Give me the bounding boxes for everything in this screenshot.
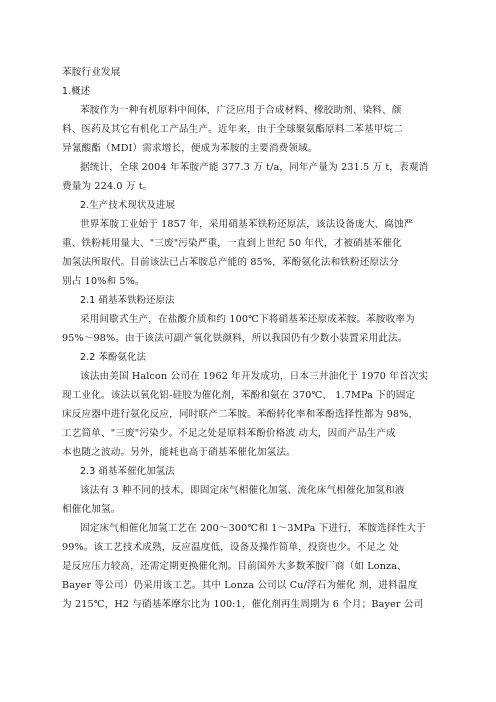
section-1-para-1-line-2: 料、医药及其它有机化工产品生产。近年来，由于全球聚氨酯原料二苯基甲烷二 xyxy=(62,124,404,135)
section-1-para-1-line-3: 异氰酸酯（MDI）需求增长，便成为苯胺的主要消费领域。 xyxy=(62,143,318,154)
subsection-2-2-line-3: 床反应器中进行氨化反应，同时联产二苯胺。苯酚转化率和苯酚选择性都为 98%， xyxy=(62,409,419,420)
section-1-heading: 1.概述 xyxy=(62,86,91,97)
section-2-para-1-line-4: 别占 10%和 5%。 xyxy=(62,276,145,287)
subsection-2-2-heading: 2.2 苯酚氨化法 xyxy=(80,352,147,363)
section-1-para-1-line-1: 苯胺作为一种有机原料中间体，广泛应用于合成材料、橡胶助剂、染料、颜 xyxy=(80,105,402,116)
subsection-2-3-heading: 2.3 硝基苯催化加氢法 xyxy=(80,466,175,477)
document-title: 苯胺行业发展 xyxy=(62,67,121,78)
subsection-2-1-line-2: 95%～98%。由于该法可副产氧化铁颜料，所以我国仍有少数小装置采用此法。 xyxy=(62,333,408,344)
section-2-para-1-line-1: 世界苯胺工业始于 1857 年，采用硝基苯铁粉还原法，该法设备庞大、腐蚀严 xyxy=(80,219,414,230)
subsection-2-2-line-5: 本也随之波动。另外，能耗也高于硝基苯催化加氢法。 xyxy=(62,447,296,458)
section-2-para-1-line-3: 加氢法所取代。目前该法已占苯胺总产能的 85%，苯酚氨化法和铁粉还原法分 xyxy=(62,257,399,268)
subsection-2-3-para-2-line-3: 是反应压力较高，还需定期更换催化剂。目前国外大多数苯胺厂商（如 Lonza、 xyxy=(62,561,407,572)
section-1-para-2-line-2: 费量为 224.0 万 t。 xyxy=(62,181,153,192)
subsection-2-3-para-2-line-4: Bayer 等公司）仍采用该工艺。其中 Lonza 公司以 Cu/浮石为催化 剂，进料温度 xyxy=(62,580,418,591)
subsection-2-1-line-1: 采用间歇式生产，在盐酸介质和约 100℃下将硝基苯还原成苯胺。苯胺收率为 xyxy=(80,314,415,325)
section-1-para-2-line-1: 据统计，全球 2004 年苯胺产能 377.3 万 t/a，同年产量为 231.5 万 t，表观消 xyxy=(80,162,429,173)
subsection-2-2-line-2: 现工业化。该法以氧化铝-硅胶为催化剂，苯酚和氨在 370℃、 1.7MPa 下的固定 xyxy=(62,390,416,401)
section-2-heading: 2.生产技术现状及进展 xyxy=(80,200,175,211)
subsection-2-2-line-4: 工艺简单、"三废"污染少。不足之处是原料苯酚价格波 动大，因而产品生产成 xyxy=(62,428,396,439)
subsection-2-3-para-1-line-1: 该法有 3 种不同的技术，即固定床气相催化加氢、流化床气相催化加氢和液 xyxy=(80,485,405,496)
section-2-para-1-line-2: 重、铁粉耗用量大、"三废"污染严重，一直到上世纪 50 年代，才被硝基苯催化 xyxy=(62,238,402,249)
subsection-2-3-para-2-line-5: 为 215℃，H2 与硝基苯摩尔比为 100:1，催化剂再生周期为 6 个月；Bayer 公司 xyxy=(62,599,424,610)
subsection-2-3-para-2-line-1: 固定床气相催化加氢工艺在 200～300℃和 1～3MPa 下进行，苯胺选择性大于 xyxy=(80,523,426,534)
subsection-2-3-para-1-line-2: 相催化加氢。 xyxy=(62,504,121,515)
subsection-2-3-para-2-line-2: 99%。该工艺技术成熟，反应温度低，设备及操作简单，投资也少。不足之 处 xyxy=(62,542,399,553)
subsection-2-2-line-1: 该法由美国 Halcon 公司在 1962 年开发成功，日本三井油化于 1970 年首次实 xyxy=(80,371,429,382)
subsection-2-1-heading: 2.1 硝基苯铁粉还原法 xyxy=(80,295,175,306)
